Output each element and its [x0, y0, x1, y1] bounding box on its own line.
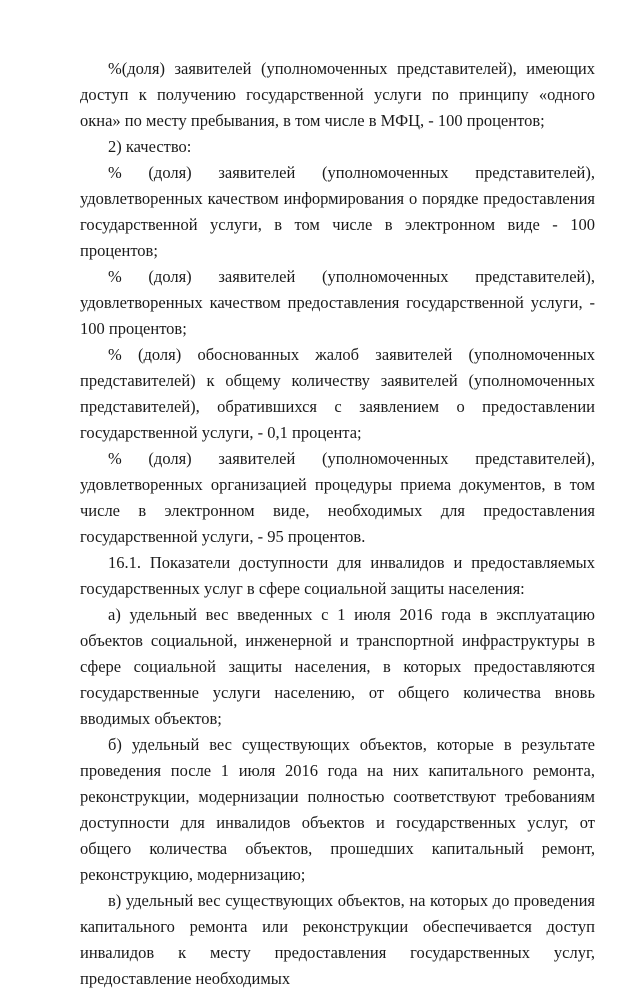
paragraph-item-b: б) удельный вес существующих объектов, которые в результате проведения после 1 июля 2016 года на них капитального ремонта, реконструкции, модернизации полностью соответствуют требованиям доступности для инвалидов объектов и государственных услуг, от общего количества объектов, прошедших капитальный ремонт, реконструкцию, модернизацию;	[80, 735, 595, 884]
paragraph-item-a: а) удельный вес введенных с 1 июля 2016 года в эксплуатацию объектов социальной, инженерной и транспортной инфраструктуры в сфере социальной защиты населения, в которых предоставляются государственные услуги населению, от общего количества вновь вводимых объектов;	[80, 605, 595, 728]
paragraph-quality-heading: 2) качество:	[108, 137, 192, 156]
paragraph-informing-quality: % (доля) заявителей (уполномоченных представителей), удовлетворенных качеством информирования о порядке предоставления государственной услуги, в том числе в электронном виде - 100 процентов;	[80, 163, 595, 260]
paragraph-accessibility-indicators: 16.1. Показатели доступности для инвалидов и предоставляемых государственных услуг в сфере социальной защиты населения:	[80, 553, 595, 598]
paragraph-complaints-share: % (доля) обоснованных жалоб заявителей (уполномоченных представителей) к общему количеству заявителей (уполномоченных представителей), обратившихся с заявлением о предоставлении государственной услуги, - 0,1 процента;	[80, 345, 595, 442]
paragraph-item-v: в) удельный вес существующих объектов, на которых до проведения капитального ремонта или реконструкции обеспечивается доступ инвалидов к месту предоставления государственных услуг, предоставление необходимых	[80, 891, 595, 988]
document-page	[80, 56, 595, 992]
paragraph-service-quality: % (доля) заявителей (уполномоченных представителей), удовлетворенных качеством предоставления государственной услуги, - 100 процентов;	[80, 267, 595, 338]
paragraph-one-window-access: %(доля) заявителей (уполномоченных представителей), имеющих доступ к получению государственной услуги по принципу «одного окна» по месту пребывания, в том числе в МФЦ, - 100 процентов;	[80, 59, 595, 130]
paragraph-document-reception: % (доля) заявителей (уполномоченных представителей), удовлетворенных организацией процедуры приема документов, в том числе в электронном виде, необходимых для предоставления государственной услуги, - 95 процентов.	[80, 449, 595, 546]
